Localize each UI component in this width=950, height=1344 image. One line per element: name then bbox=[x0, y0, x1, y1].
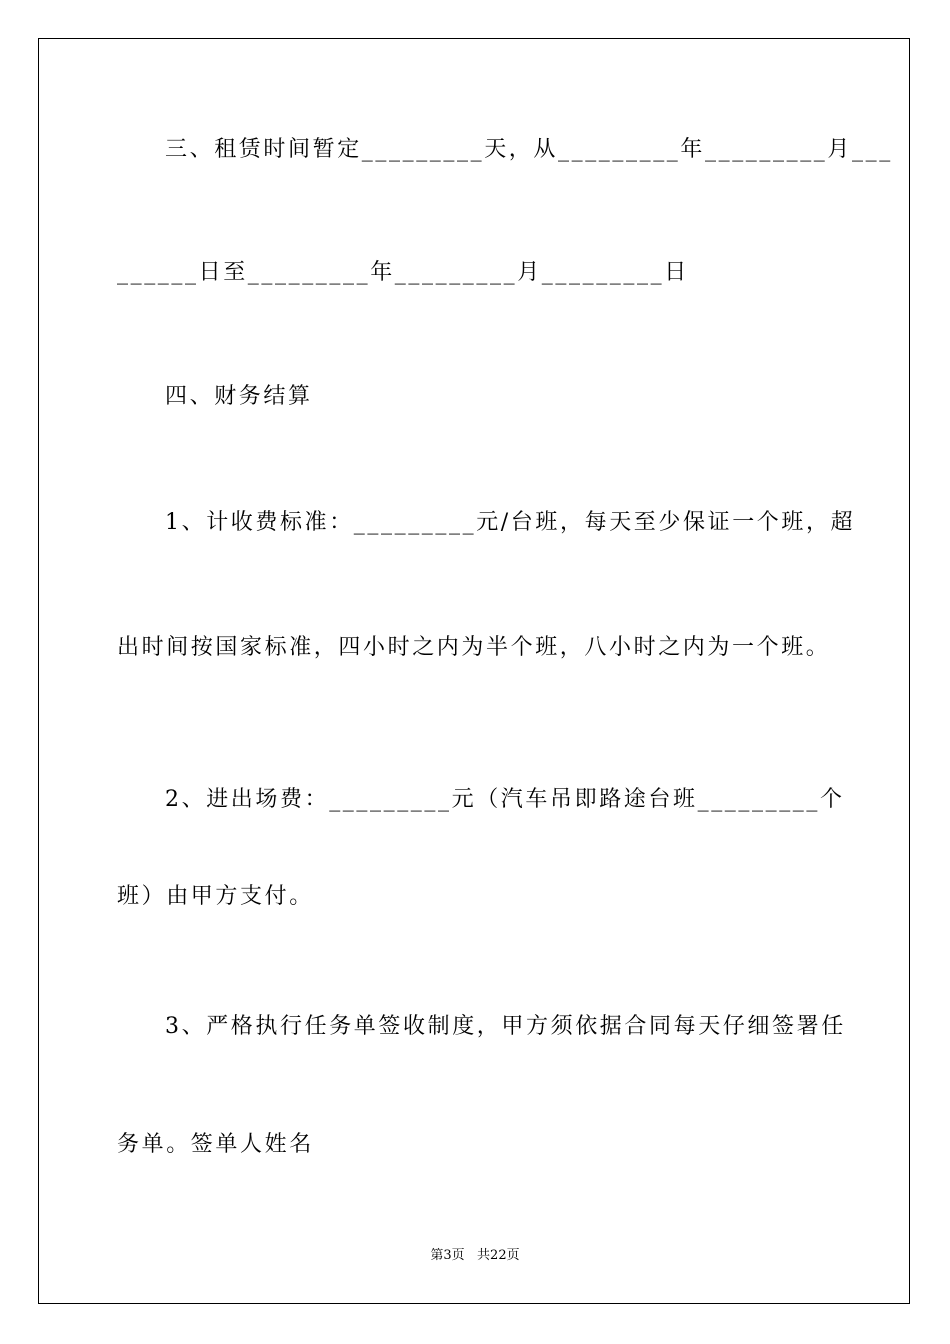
rental-period-line: 三、租赁时间暂定_________天，从_________年_________月___ bbox=[165, 137, 893, 162]
fee-standard-line-continued: 出时间按国家标准，四小时之内为半个班，八小时之内为一个班。 bbox=[117, 635, 831, 660]
task-order-line: 3、严格执行任务单签收制度，甲方须依据合同每天仔细签署任 bbox=[165, 1014, 846, 1039]
page-border bbox=[38, 38, 910, 1304]
section-heading-finance: 四、财务结算 bbox=[165, 384, 313, 409]
fee-standard-line: 1、计收费标准：_________元/台班，每天至少保证一个班，超 bbox=[165, 510, 856, 535]
task-order-line-continued: 务单。签单人姓名 bbox=[117, 1132, 314, 1157]
entry-exit-fee-line-continued: 班）由甲方支付。 bbox=[117, 884, 314, 909]
page-number-footer: 第3页 共22页 bbox=[430, 1248, 520, 1263]
entry-exit-fee-line: 2、进出场费：_________元（汽车吊即路途台班_________个 bbox=[165, 787, 845, 812]
rental-period-line-continued: ______日至_________年_________月_________日 bbox=[117, 260, 689, 285]
